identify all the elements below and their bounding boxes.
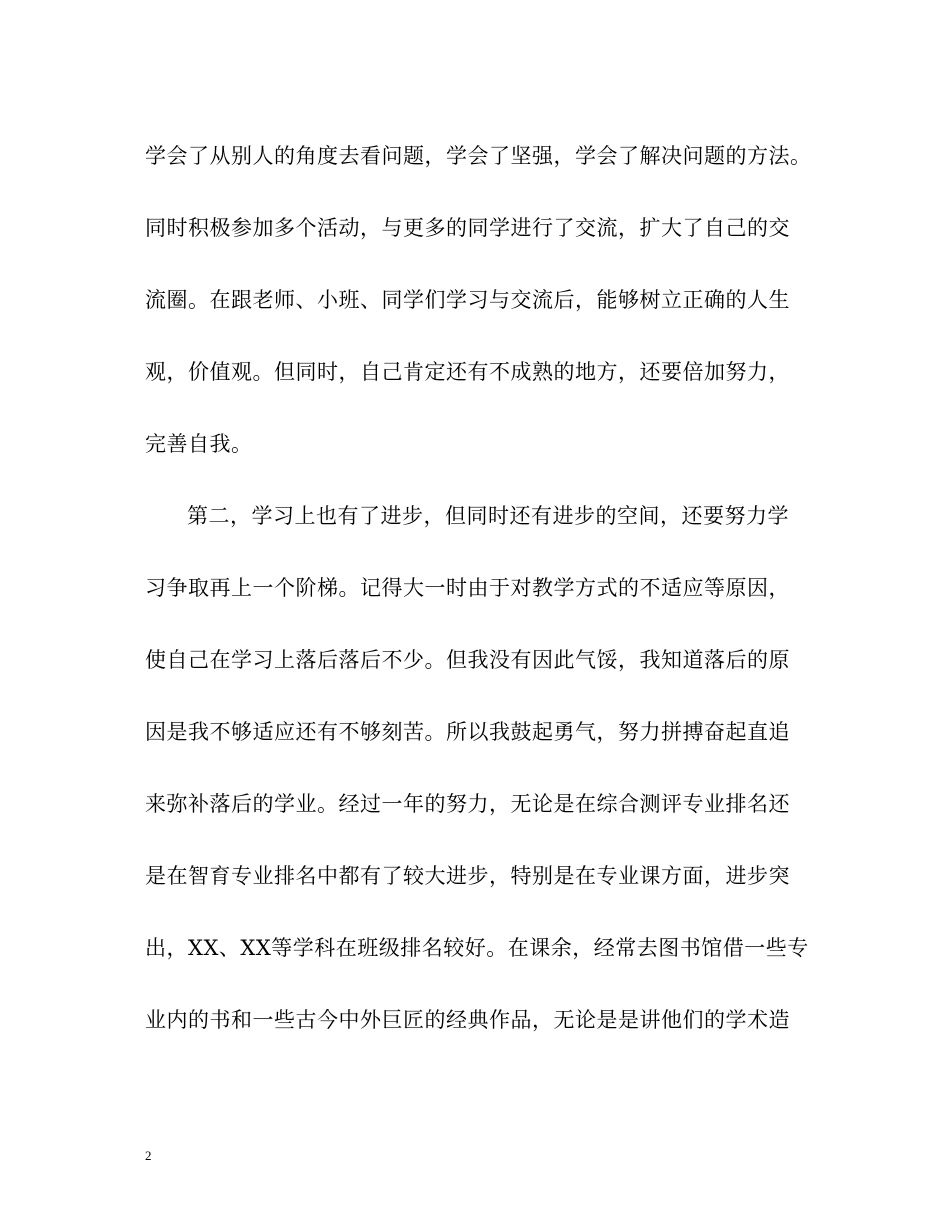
text-line: 学会了从别人的角度去看问题，学会了坚强，学会了解决问题的方法。 (145, 144, 812, 168)
text-line: 是在智育专业排名中都有了较大进步，特别是在专业课方面，进步突 (145, 864, 790, 888)
text-line: 完善自我。 (145, 432, 253, 456)
text-line: 出，XX、XX等学科在班级排名较好。在课余，经常去图书馆借一些专 (145, 936, 809, 960)
text-line: 习争取再上一个阶梯。记得大一时由于对教学方式的不适应等原因， (145, 576, 790, 600)
page-number: 2 (145, 1148, 152, 1163)
text-line: 业内的书和一些古今中外巨匠的经典作品，无论是是讲他们的学术造 (145, 1008, 790, 1032)
text-line: 流圈。在跟老师、小班、同学们学习与交流后，能够树立正确的人生 (145, 288, 790, 312)
text-line: 使自己在学习上落后落后不少。但我没有因此气馁，我知道落后的原 (145, 648, 790, 672)
text-line: 观，价值观。但同时，自己肯定还有不成熟的地方，还要倍加努力， (145, 360, 790, 384)
paragraph-first-line: 第二，学习上也有了进步，但同时还有进步的空间，还要努力学 (187, 504, 789, 528)
text-line: 来弥补落后的学业。经过一年的努力，无论是在综合测评专业排名还 (145, 792, 790, 816)
text-line: 因是我不够适应还有不够刻苦。所以我鼓起勇气，努力拼搏奋起直追 (145, 720, 790, 744)
text-line: 同时积极参加多个活动，与更多的同学进行了交流，扩大了自己的交 (145, 216, 790, 240)
